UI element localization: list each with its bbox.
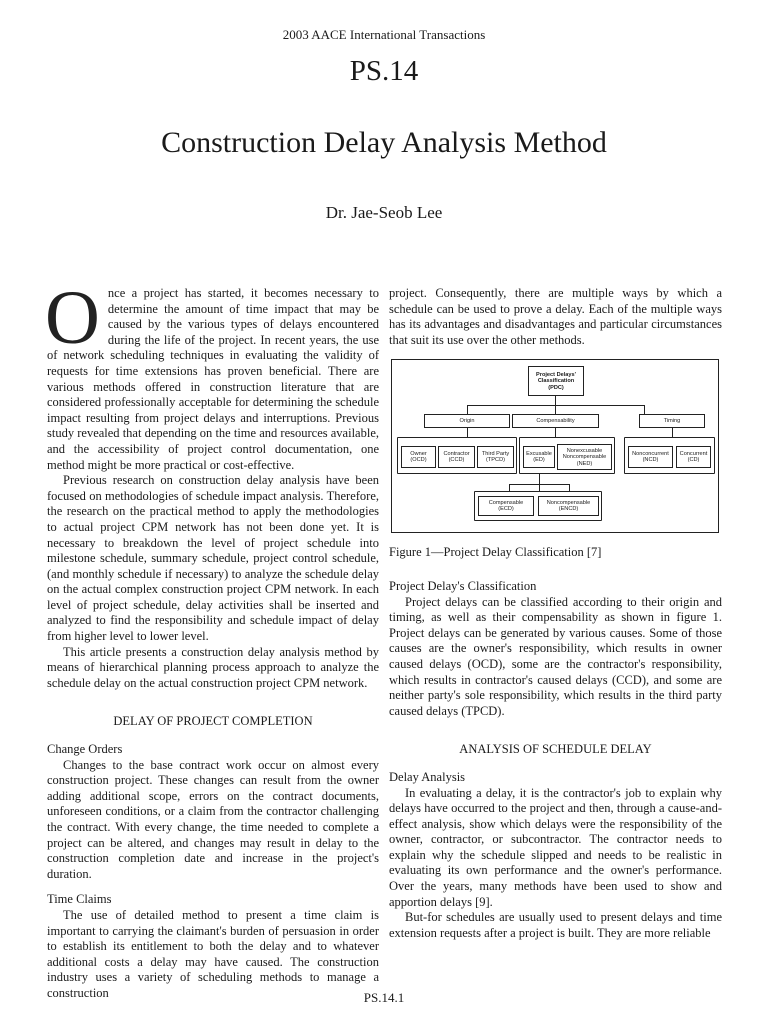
node-noncompensable: Noncompensable (ENCD): [538, 496, 599, 516]
intro-paragraph-2: Previous research on construction delay analysis have been focused on methodologies of schedule impact analysis. Therefore, the research on the practical method to apply the methodologies to actual project CPM network has not been done yet. It is necessary to breakdown the level of project schedule into milestone schedule, summary schedule, project control schedule, (and monthly schedule if necessary) to analyze the schedule delay on the actual complex construction project CPM network. In each level of project schedule, delay activities shall be inserted and analyzed to find the responsibility and schedule impact of delay from higher level to lower level.: [47, 473, 379, 644]
section-heading-analysis-of-schedule-delay: ANALYSIS OF SCHEDULE DELAY: [459, 742, 652, 757]
subheading-time-claims: Time Claims: [47, 892, 112, 907]
continuation-paragraph: project. Consequently, there are multiple ways by which a schedule can be used to prove a delay. Each of the multiple ways has its advantages and disadvantages and particular circumstances that suit its use over the other methods.: [389, 286, 722, 347]
node-excusable: Excusable (ED): [523, 446, 555, 468]
node-origin: Origin: [424, 414, 510, 428]
node-owner: Owner (OCD): [401, 446, 436, 468]
delay-classification-figure: [391, 359, 719, 533]
node-concurrent: Concurrent (CD): [676, 446, 711, 468]
intro-paragraph-3: This article presents a construction delay analysis method by means of hierarchical planning process approach to analyze the schedule delay on the actual construction project CPM network.: [47, 644, 379, 690]
drop-cap: O: [45, 276, 100, 360]
classification-paragraph: Project delays can be classified according to their origin and timing, as well as their compensability as shown in figure 1. Project delays can be generated by various causes. Some of those causes are the owner's responsibility, which results in owner caused delays (OCD), some are the contractor's responsibility, which results in contractor's caused delays (CCD), and some are neither party's sole responsibility, which results in the third party caused delays (TPCD).: [389, 594, 722, 718]
node-compensable: Compensable (ECD): [478, 496, 534, 516]
right-column: [389, 286, 722, 941]
node-nonconcurrent: Nonconcurrent (NCD): [628, 446, 673, 468]
node-nonexcusable-noncompensable: Nonexcusable Noncompensable (NED): [557, 444, 612, 470]
delay-analysis-paragraph-2: But-for schedules are usually used to present delays and time extension requests after a project is built. They are more reliable: [389, 910, 722, 940]
left-column: [45, 276, 379, 1002]
section-heading-delay-of-project-completion: DELAY OF PROJECT COMPLETION: [113, 714, 313, 729]
node-compensability: Compensability: [512, 414, 599, 428]
author-name: Dr. Jae-Seob Lee: [325, 203, 443, 222]
node-project-delays-classification: Project Delays' Classification (PDC): [528, 366, 584, 396]
subheading-change-orders: Change Orders: [47, 742, 123, 757]
page-number: PS.14.1: [363, 990, 405, 1005]
paper-title: Construction Delay Analysis Method: [161, 126, 607, 159]
node-timing: Timing: [639, 414, 705, 428]
node-contractor: Contractor (CCD): [438, 446, 475, 468]
subheading-delay-analysis: Delay Analysis: [389, 769, 466, 784]
paper-number: PS.14: [349, 55, 419, 87]
time-claims-paragraph: The use of detailed method to present a time claim is important to carrying the claimant's burden of persuasion in order to establish its entitlement to both the delay and to whatever additional costs a delay may have caused. The construction industry uses a variety of scheduling methods to manage a construction: [47, 907, 379, 1000]
intro-paragraph-1: Once a project has started, it becomes necessary to determine the amount of time impact that may be caused by the various types of delays encountered during the life of the project. In recent years, the use of network scheduling techniques in evaluating the validity of requests for time extensions has proven beneficial. There are various methods offered in construction literature that are considered professionally acceptable for determining the schedule impact resulting from project delays and interruptions. Previous study revealed that depending on the time and resources available, and the accessibility of project control documentation, one method might be more practical or cost-effective.: [45, 276, 379, 472]
node-third-party: Third Party (TPCD): [477, 446, 514, 468]
running-head: 2003 AACE International Transactions: [282, 27, 486, 42]
subheading-project-delays-classification: Project Delay's Classification: [389, 578, 537, 593]
delay-analysis-paragraph-1: In evaluating a delay, it is the contractor's job to explain why delays have occurred to the project and then, through a cause-and-effect analysis, show which delays were the responsibility of the owner, contractor, or subcontractor. The contractor needs to explain why the schedule slipped and needs to be realistic in evaluating its own performance and the owner's performance. Over the years, many methods have been used to show and apportion delays [9].: [389, 785, 722, 909]
change-orders-paragraph: Changes to the base contract work occur on almost every construction project. These changes can result from the owner adding additional scope, errors on the contract documents, unforeseen conditions, or a claim from the contractor challenging the contract. With every change, the time needed to complete a project can be altered, and changes may result in delay to the construction completion date and increase in the project's duration.: [47, 757, 379, 881]
figure-caption: Figure 1—Project Delay Classification [7]: [389, 545, 602, 560]
figure-reference: [7]: [586, 545, 602, 560]
